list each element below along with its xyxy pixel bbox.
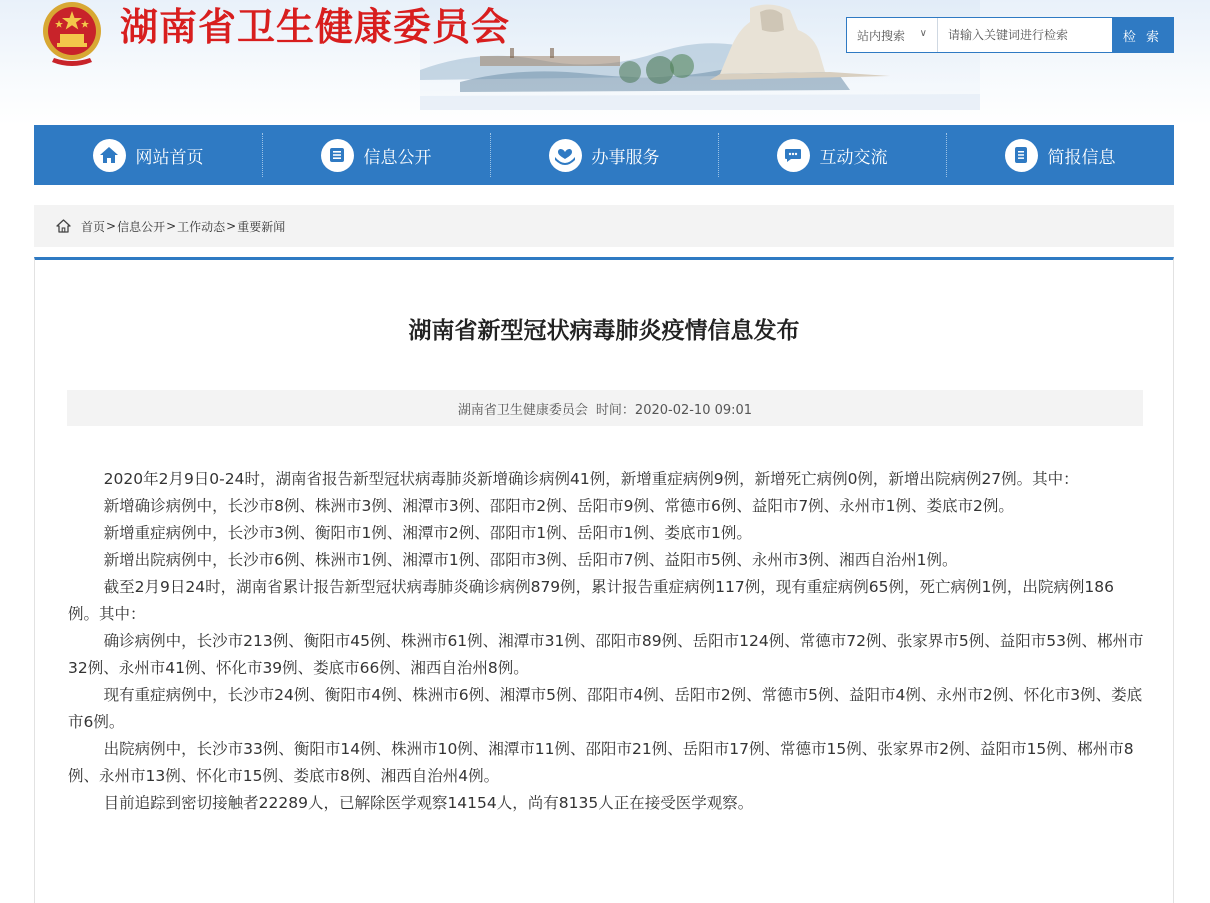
report-icon (1005, 139, 1038, 172)
article-paragraph: 确诊病例中，长沙市213例、衡阳市45例、株洲市61例、湘潭市31例、邵阳市89例、岳阳市124例、常德市72例、张家界市5例、益阳市53例、郴州市32例、永州市41例、怀化市39例、娄底市66例、湘西自治州8例。 (68, 632, 1144, 677)
nav-item-label: 互动交流 (819, 147, 888, 168)
article-paragraph: 2020年2月9日0-24时，湖南省报告新型冠状病毒肺炎新增确诊病例41例，新增重症病例9例，新增死亡病例0例，新增出院病例27例。其中： (103, 470, 1079, 488)
nav-item-label: 信息公开 (363, 147, 432, 168)
site-title: 湖南省卫生健康委员会 (120, 5, 511, 49)
nav-item-label: 网站首页 (135, 147, 204, 168)
nav-item-label: 办事服务 (591, 147, 660, 168)
nav-item-interaction[interactable] (718, 125, 946, 185)
article-container (34, 257, 1174, 903)
site-header (0, 0, 1210, 125)
search-input[interactable] (938, 18, 1112, 52)
article-paragraph: 新增确诊病例中，长沙市8例、株洲市3例、湘潭市3例、邵阳市2例、岳阳市9例、常德市6例、益阳市7例、永州市1例、娄底市2例。 (103, 497, 1014, 515)
document-list-icon (321, 139, 354, 172)
chevron-down-icon: ∨ (919, 28, 927, 39)
breadcrumb-separator: > (166, 219, 177, 233)
article-title: 湖南省新型冠状病毒肺炎疫情信息发布 (408, 318, 800, 344)
nav-item-briefing[interactable] (946, 125, 1174, 185)
breadcrumb-link-home[interactable]: 首页 (81, 219, 106, 234)
article-paragraph: 现有重症病例中，长沙市24例、衡阳市4例、株洲市6例、湘潭市5例、邵阳市4例、岳阳市2例、常德市5例、益阳市4例、永州市2例、怀化市3例、娄底市6例。 (68, 686, 1143, 731)
article-paragraph: 新增重症病例中，长沙市3例、衡阳市1例、湘潭市2例、邵阳市1例、岳阳市1例、娄底市1例。 (103, 524, 752, 542)
breadcrumb-separator: > (226, 219, 237, 233)
article-paragraph: 截至2月9日24时，湖南省累计报告新型冠状病毒肺炎确诊病例879例，累计报告重症病例117例，现有重症病例65例，死亡病例1例，出院病例186例。其中： (68, 578, 1114, 623)
search-button[interactable]: 检 索 (1112, 18, 1173, 52)
breadcrumb-link-important-news[interactable]: 重要新闻 (237, 219, 286, 234)
breadcrumb (34, 205, 1174, 247)
breadcrumb-separator: > (106, 219, 117, 233)
nav-item-home[interactable] (34, 125, 262, 185)
article-meta (67, 390, 1143, 426)
breadcrumb-link-info-disclosure[interactable]: 信息公开 (117, 219, 166, 234)
main-nav (34, 125, 1174, 185)
chat-bubble-icon (777, 139, 810, 172)
article-source: 湖南省卫生健康委员会 (457, 402, 588, 418)
heart-hand-icon (549, 139, 582, 172)
national-emblem-icon (32, 0, 112, 66)
home-outline-icon (56, 219, 71, 233)
article-body (68, 466, 1144, 817)
article-paragraph: 目前追踪到密切接触者22289人，已解除医学观察14154人，尚有8135人正在接受医学观察。 (103, 794, 754, 812)
nav-item-label: 简报信息 (1047, 147, 1116, 168)
nav-item-info-disclosure[interactable] (262, 125, 490, 185)
article-paragraph: 新增出院病例中，长沙市6例、株洲市1例、湘潭市1例、邵阳市3例、岳阳市7例、益阳市5例、永州市3例、湘西自治州1例。 (103, 551, 958, 569)
search-scope-label: 站内搜索 (857, 28, 906, 43)
site-search-bar (846, 17, 1174, 53)
article-paragraph: 出院病例中，长沙市33例、衡阳市14例、株洲市10例、湘潭市11例、邵阳市21例、岳阳市17例、常德市15例、张家界市2例、益阳市15例、郴州市8例、永州市13例、怀化市15例、娄底市8例、湘西自治州4例。 (68, 740, 1134, 785)
home-icon (93, 139, 126, 172)
article-time: 时间：2020-02-10 09:01 (595, 402, 753, 418)
breadcrumb-link-work-updates[interactable]: 工作动态 (177, 219, 226, 234)
nav-item-services[interactable] (490, 125, 718, 185)
search-scope-select[interactable] (847, 18, 938, 52)
